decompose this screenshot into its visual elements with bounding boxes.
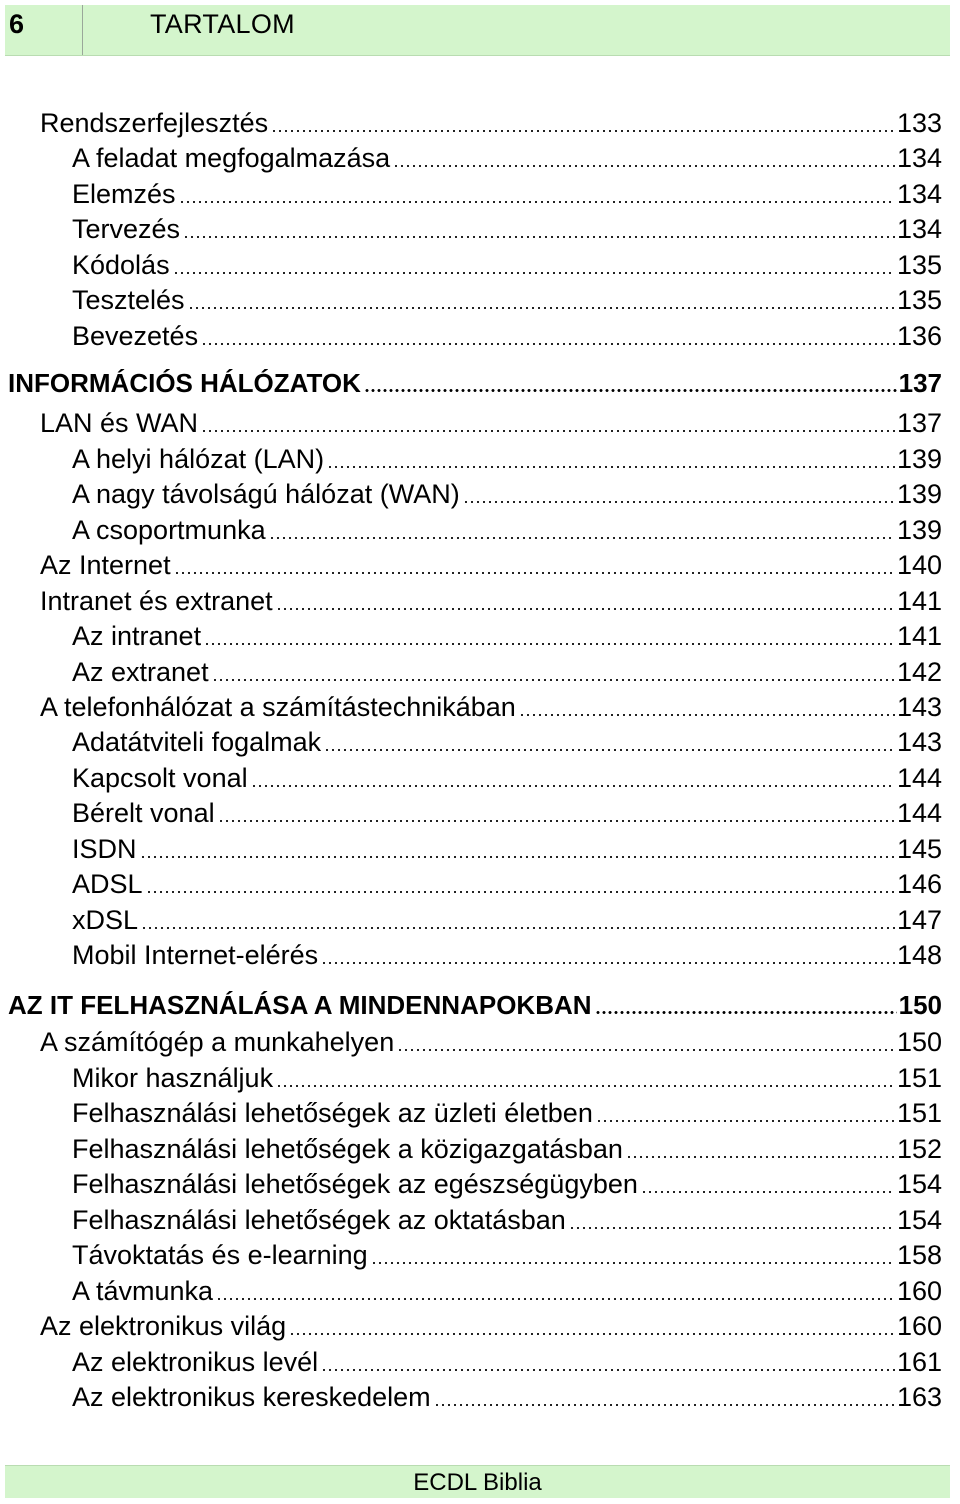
toc-entry	[72, 283, 942, 317]
toc-entry-title: A csoportmunka	[72, 515, 266, 545]
toc-entry-title: Kódolás	[72, 250, 170, 280]
toc-entry-title: A helyi hálózat (LAN)	[72, 444, 325, 474]
toc-entry-page-number: 144	[896, 763, 942, 793]
toc-dot-leader	[596, 1120, 895, 1122]
toc-entry	[72, 761, 942, 795]
toc-entry-title: Az Internet	[40, 550, 171, 580]
toc-dot-leader	[569, 1227, 895, 1229]
toc-entry-page-number: 133	[896, 108, 942, 138]
toc-entry-page-number: 141	[896, 586, 942, 616]
toc-dot-leader	[216, 1298, 895, 1300]
toc-dot-leader	[201, 430, 895, 432]
toc-entry-title: Felhasználási lehetőségek az oktatásban	[72, 1205, 566, 1235]
toc-dot-leader	[146, 891, 895, 893]
toc-dot-leader	[276, 608, 895, 610]
toc-entry-page-number: 141	[896, 621, 942, 651]
toc-entry-page-number: 137	[898, 368, 942, 398]
toc-entry-title: Az extranet	[72, 657, 209, 687]
toc-entry	[8, 366, 942, 400]
toc-entry-title: A számítógép a munkahelyen	[40, 1027, 395, 1057]
toc-entry-page-number: 151	[896, 1063, 942, 1093]
toc-entry	[72, 619, 942, 653]
toc-entry	[72, 1274, 942, 1308]
toc-entry	[72, 1203, 942, 1237]
toc-entry-page-number: 136	[896, 321, 942, 351]
toc-entry-title: xDSL	[72, 905, 139, 935]
toc-entry	[72, 513, 942, 547]
toc-entry	[72, 796, 942, 830]
toc-entry-page-number: 161	[896, 1347, 942, 1377]
toc-entry-title: Tesztelés	[72, 285, 185, 315]
toc-entry	[72, 867, 942, 901]
toc-entry-title: INFORMÁCIÓS HÁLÓZATOK	[8, 368, 361, 398]
toc-dot-leader	[393, 165, 895, 167]
footer-title: ECDL Biblia	[413, 1469, 542, 1496]
toc-entry-page-number: 135	[896, 250, 942, 280]
toc-entry-page-number: 142	[896, 657, 942, 687]
toc-dot-leader	[595, 1011, 897, 1014]
toc-dot-leader	[251, 785, 895, 787]
toc-entry-page-number: 137	[896, 408, 942, 438]
toc-dot-leader	[174, 572, 895, 574]
toc-dot-leader	[371, 1262, 895, 1264]
toc-entry	[72, 938, 942, 972]
toc-dot-leader	[271, 130, 895, 132]
toc-dot-leader	[321, 962, 895, 964]
toc-entry-page-number: 135	[896, 285, 942, 315]
toc-entry	[8, 988, 942, 1022]
toc-entry-title: A nagy távolságú hálózat (WAN)	[72, 479, 460, 509]
page-header	[5, 5, 950, 55]
toc-entry	[72, 477, 942, 511]
toc-entry-page-number: 147	[896, 905, 942, 935]
toc-entry-title: Elemzés	[72, 179, 176, 209]
toc-entry-title: Az intranet	[72, 621, 202, 651]
toc-dot-leader	[276, 1085, 895, 1087]
toc-entry-title: Rendszerfejlesztés	[40, 108, 269, 138]
toc-entry	[72, 1380, 942, 1414]
toc-dot-leader	[183, 236, 895, 238]
toc-dot-leader	[204, 643, 895, 645]
toc-entry-title: Az elektronikus kereskedelem	[72, 1382, 431, 1412]
toc-dot-leader	[463, 501, 895, 503]
toc-entry	[72, 141, 942, 175]
toc-entry-page-number: 139	[896, 444, 942, 474]
toc-entry	[72, 1345, 942, 1379]
toc-dot-leader	[141, 927, 895, 929]
toc-entry-title: A feladat megfogalmazása	[72, 143, 391, 173]
toc-dot-leader	[289, 1333, 895, 1335]
toc-entry	[72, 212, 942, 246]
toc-entry-page-number: 146	[896, 869, 942, 899]
toc-entry	[40, 690, 942, 724]
toc-entry	[72, 248, 942, 282]
toc-entry-page-number: 134	[896, 214, 942, 244]
toc-entry	[40, 106, 942, 140]
toc-dot-leader	[201, 343, 895, 345]
toc-entry-page-number: 154	[896, 1169, 942, 1199]
toc-entry-page-number: 151	[896, 1098, 942, 1128]
toc-entry-title: Mikor használjuk	[72, 1063, 274, 1093]
toc-entry	[40, 406, 942, 440]
toc-dot-leader	[173, 272, 895, 274]
toc-entry-title: Felhasználási lehetőségek a közigazgatásban	[72, 1134, 623, 1164]
toc-entry	[72, 903, 942, 937]
toc-entry-page-number: 139	[896, 479, 942, 509]
toc-entry	[72, 725, 942, 759]
toc-dot-leader	[364, 389, 897, 392]
toc-entry-page-number: 158	[896, 1240, 942, 1270]
toc-dot-leader	[179, 201, 895, 203]
toc-entry	[72, 1132, 942, 1166]
toc-entry-page-number: 143	[896, 727, 942, 757]
toc-entry-title: Intranet és extranet	[40, 586, 273, 616]
toc-dot-leader	[626, 1156, 895, 1158]
toc-entry	[40, 548, 942, 582]
toc-entry-page-number: 160	[896, 1311, 942, 1341]
toc-entry-title: Adatátviteli fogalmak	[72, 727, 322, 757]
toc-entry-title: Felhasználási lehetőségek az egészségügyben	[72, 1169, 638, 1199]
toc-entry	[40, 584, 942, 618]
toc-entry-page-number: 163	[896, 1382, 942, 1412]
toc-dot-leader	[212, 679, 895, 681]
toc-entry	[72, 832, 942, 866]
toc-entry-page-number: 139	[896, 515, 942, 545]
toc-entry-title: ADSL	[72, 869, 143, 899]
toc-entry-page-number: 145	[896, 834, 942, 864]
page-footer	[5, 1466, 950, 1498]
toc-dot-leader	[321, 1369, 895, 1371]
page-number: 6	[5, 5, 83, 55]
toc-entry	[72, 655, 942, 689]
toc-entry	[40, 1309, 942, 1343]
toc-dot-leader	[218, 820, 895, 822]
toc-entry-title: Tervezés	[72, 214, 181, 244]
toc-entry-title: Az elektronikus világ	[40, 1311, 287, 1341]
toc-dot-leader	[519, 714, 895, 716]
toc-entry-title: A távmunka	[72, 1276, 214, 1306]
toc-dot-leader	[327, 466, 895, 468]
toc-entry	[72, 1096, 942, 1130]
toc-entry-page-number: 140	[896, 550, 942, 580]
toc-entry-title: Bevezetés	[72, 321, 199, 351]
toc-entry-page-number: 160	[896, 1276, 942, 1306]
toc-entry-title: Távoktatás és e-learning	[72, 1240, 368, 1270]
toc-entry-page-number: 143	[896, 692, 942, 722]
toc-entry-title: Bérelt vonal	[72, 798, 215, 828]
toc-dot-leader	[324, 749, 895, 751]
toc-entry-title: AZ IT FELHASZNÁLÁSA A MINDENNAPOKBAN	[8, 990, 592, 1020]
toc-dot-leader	[269, 537, 895, 539]
toc-entry-page-number: 152	[896, 1134, 942, 1164]
toc-entry	[72, 442, 942, 476]
toc-dot-leader	[434, 1404, 895, 1406]
toc-entry	[72, 177, 942, 211]
toc-dot-leader	[641, 1191, 895, 1193]
toc-entry-title: A telefonhálózat a számítástechnikában	[40, 692, 516, 722]
toc-entry-title: LAN és WAN	[40, 408, 199, 438]
toc-entry-title: Az elektronikus levél	[72, 1347, 319, 1377]
toc-entry-page-number: 154	[896, 1205, 942, 1235]
page-title: TARTALOM	[150, 9, 295, 39]
toc-entry	[72, 1167, 942, 1201]
toc-dot-leader	[188, 307, 895, 309]
toc-entry	[72, 319, 942, 353]
toc-entry-page-number: 150	[896, 1027, 942, 1057]
toc-entry-title: Kapcsolt vonal	[72, 763, 248, 793]
toc-entry-page-number: 134	[896, 143, 942, 173]
toc-entry	[40, 1025, 942, 1059]
toc-entry-page-number: 150	[898, 990, 942, 1020]
toc-entry	[72, 1061, 942, 1095]
toc-entry-title: Mobil Internet-elérés	[72, 940, 319, 970]
toc-entry-page-number: 144	[896, 798, 942, 828]
toc-entry-page-number: 134	[896, 179, 942, 209]
toc-dot-leader	[140, 856, 895, 858]
toc-entry-title: Felhasználási lehetőségek az üzleti életben	[72, 1098, 593, 1128]
toc-entry-page-number: 148	[896, 940, 942, 970]
toc-entry-title: ISDN	[72, 834, 137, 864]
toc-entry	[72, 1238, 942, 1272]
toc-dot-leader	[397, 1049, 895, 1051]
